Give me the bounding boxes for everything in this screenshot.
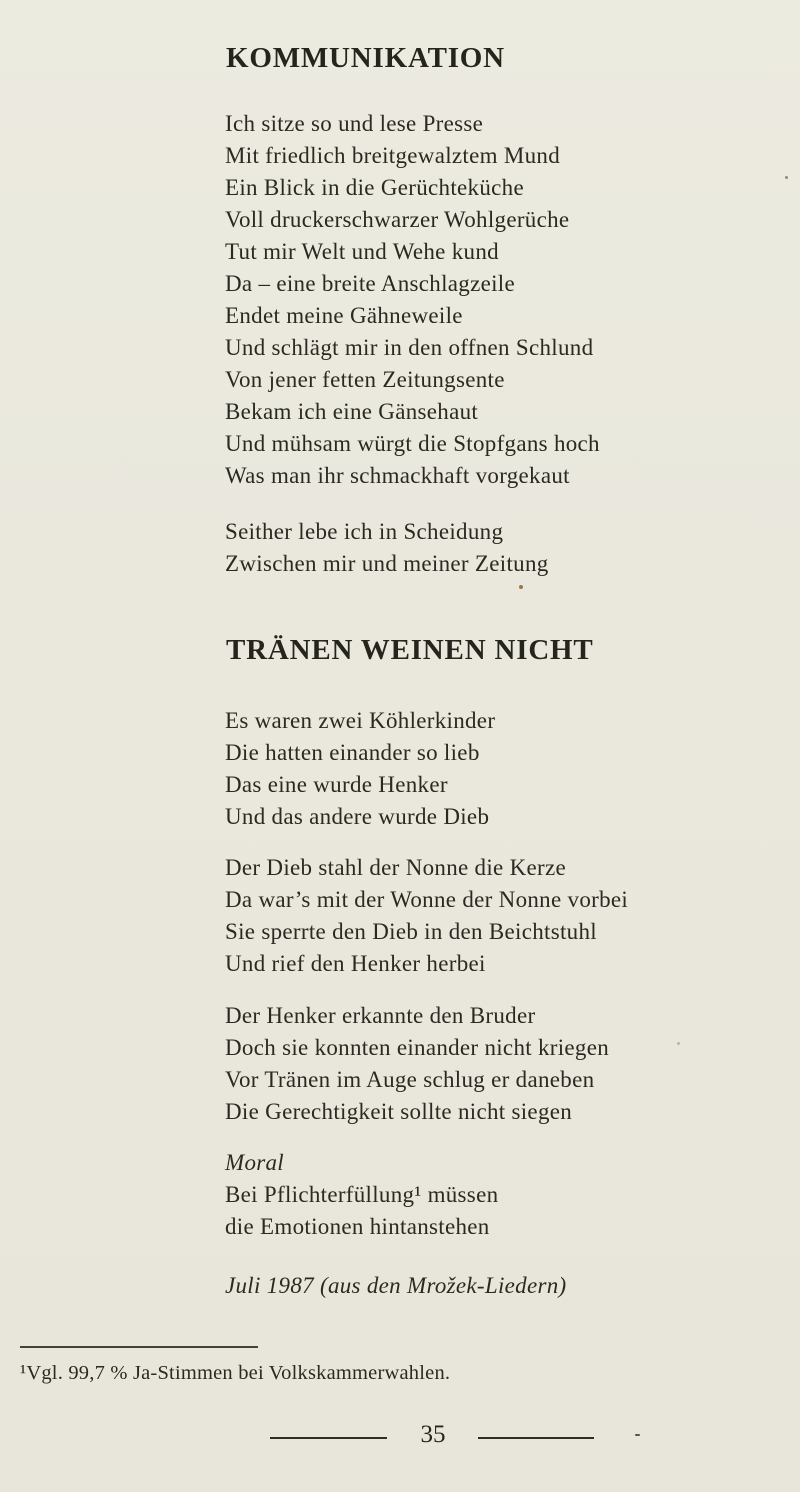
- poem-line: Da – eine breite Anschlagzeile: [225, 271, 515, 296]
- poem-line: Seither lebe ich in Scheidung: [225, 519, 504, 544]
- moral-label: Moral: [225, 1150, 284, 1175]
- poem-dateline: Juli 1987 (aus den Mrožek-Liedern): [225, 1273, 567, 1298]
- poem-line: Sie sperrte den Dieb in den Beichtstuhl: [225, 919, 597, 944]
- poem-line: Zwischen mir und meiner Zeitung: [225, 551, 549, 576]
- poem-title-kommunikation: KOMMUNIKATION: [226, 42, 505, 74]
- poem-line: Ein Blick in die Gerüchteküche: [225, 175, 524, 200]
- poem-line: Der Dieb stahl der Nonne die Kerze: [225, 855, 567, 880]
- poem-line: Da war’s mit der Wonne der Nonne vorbei: [225, 887, 629, 912]
- poem-line: Endet meine Gähneweile: [225, 303, 463, 328]
- poem-line: Bei Pflichterfüllung¹ müssen: [225, 1182, 499, 1207]
- poem-line: Der Henker erkannte den Bruder: [225, 1003, 536, 1028]
- poem-line: die Emotionen hintanstehen: [225, 1214, 490, 1239]
- poem-line: Es waren zwei Köhlerkinder: [225, 708, 496, 733]
- paper-speck: [677, 1042, 680, 1045]
- poem-line: Doch sie konnten einander nicht kriegen: [225, 1035, 610, 1060]
- poem-line: Was man ihr schmackhaft vorgekaut: [225, 463, 570, 488]
- page-number-dash-left: [270, 1437, 387, 1439]
- poem1-stanza-1: [225, 108, 600, 492]
- poem-line: Das eine wurde Henker: [225, 772, 448, 797]
- poem-line: Von jener fetten Zeitungsente: [225, 367, 505, 392]
- poem1-stanza-2: [225, 516, 549, 580]
- poem-line: Und das andere wurde Dieb: [225, 804, 490, 829]
- paper-speck: [519, 585, 523, 589]
- poem-line: Mit friedlich breitgewalztem Mund: [225, 143, 560, 168]
- poem-line: Und rief den Henker herbei: [225, 951, 486, 976]
- poem-line: Bekam ich eine Gänsehaut: [225, 399, 479, 424]
- poem2-stanza-1: [225, 705, 495, 833]
- poem2-stanza-3: [225, 1000, 609, 1128]
- footnote-text: ¹Vgl. 99,7 % Ja-Stimmen bei Volkskammerwahlen.: [20, 1362, 451, 1384]
- poem-line: Voll druckerschwarzer Wohlgerüche: [225, 207, 570, 232]
- poem-line: Und schlägt mir in den offnen Schlund: [225, 335, 594, 360]
- poem-line: Und mühsam würgt die Stopfgans hoch: [225, 431, 600, 456]
- poem-title-traenen-weinen-nicht: TRÄNEN WEINEN NICHT: [226, 634, 594, 666]
- poem2-stanza-2: [225, 852, 628, 980]
- page-number: 35: [420, 1421, 446, 1448]
- poem2-moral: [225, 1147, 498, 1243]
- poem-line: Ich sitze so und lese Presse: [225, 111, 484, 136]
- poem-line: Tut mir Welt und Wehe kund: [225, 239, 499, 264]
- poem-line: Die hatten einander so lieb: [225, 740, 480, 765]
- footnote-rule: [20, 1346, 258, 1348]
- paper-speck: [635, 1434, 640, 1436]
- paper-speck: [785, 176, 788, 179]
- poem-line: Die Gerechtigkeit sollte nicht siegen: [225, 1099, 573, 1124]
- poem-line: Vor Tränen im Auge schlug er daneben: [225, 1067, 595, 1092]
- page-number-dash-right: [478, 1437, 594, 1439]
